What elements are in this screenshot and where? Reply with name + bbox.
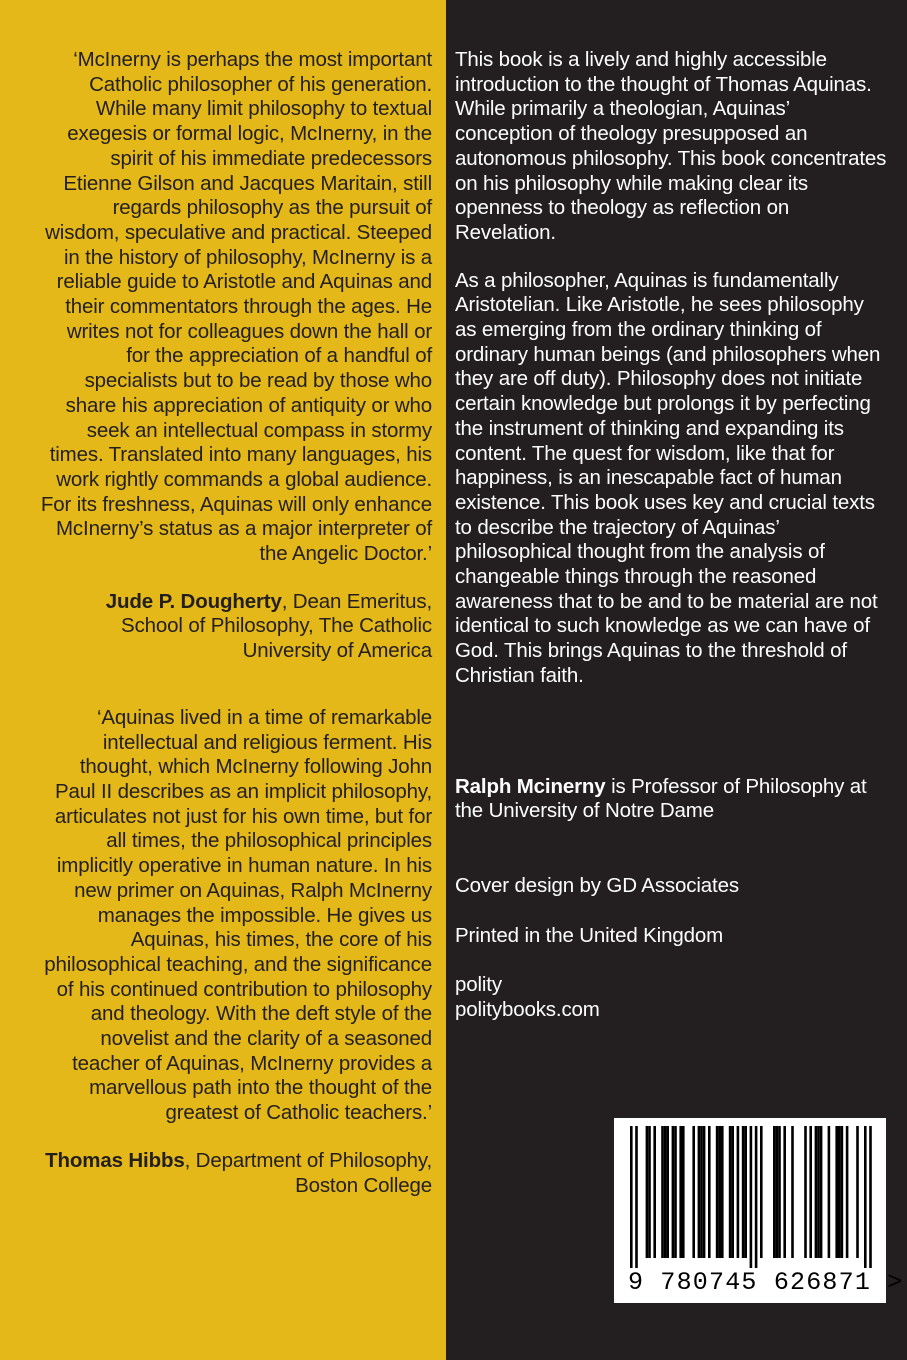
description-column [455, 48, 887, 1023]
isbn-digits: 9 780745 626871 > [628, 1268, 904, 1297]
description-paragraph-2: As a philosopher, Aquinas is fundamentally Aristotelian. Like Aristotle, he sees philosophy as emerging from the ordinary thinking of ordinary human beings (and philosophers when they are off duty). Philosophy does not initiate certain knowledge but prolongs it by perfecting the instrument of thinking and expanding its content. The quest for wisdom, like that for happiness, is an inescapable fact of human existence. This book uses key and crucial texts to describe the trajectory of Aquinas’ philosophical thought from the analysis of changeable things through the reasoned awareness that to be and to be material are not identical to such knowledge as we can have of God. This brings Aquinas to the threshold of Christian faith. [455, 268, 881, 687]
barcode-bar [804, 1126, 807, 1258]
barcode-bar [755, 1126, 758, 1268]
barcode-bar [760, 1126, 763, 1258]
barcode-bar [653, 1126, 656, 1258]
description-paragraph-1: This book is a lively and highly accessible introduction to the thought of Thomas Aquinas. While primarily a theologian, Aquinas’ conception of theology presupposed an autonomous philosophy. This book concentrates on his philosophy while making clear its openness to theology as reflection on Revelation. [455, 48, 887, 244]
barcode-bar [692, 1126, 695, 1258]
barcode-bar [809, 1126, 812, 1258]
barcode-bar [838, 1126, 841, 1258]
endorser-name-2: Thomas Hibbs [45, 1148, 185, 1172]
barcode-bar [721, 1126, 724, 1258]
barcode-bar [648, 1126, 651, 1258]
barcode-bar [731, 1126, 734, 1258]
barcode-bar [817, 1126, 820, 1258]
barcode-bar [664, 1126, 667, 1258]
endorser-title-2: , Department of Philosophy, Boston College [184, 1148, 432, 1197]
barcode-bar [828, 1126, 831, 1258]
printed-in: Printed in the United Kingdom [455, 923, 724, 947]
endorsement-attribution-1 [40, 590, 432, 664]
barcode-bar [856, 1126, 859, 1258]
barcode-bar [661, 1126, 664, 1258]
barcode-bar [703, 1126, 706, 1258]
barcode-bar [635, 1126, 638, 1268]
barcode-bar [729, 1126, 732, 1258]
barcode-bar [773, 1126, 776, 1258]
author-bio [455, 775, 887, 824]
barcode-bar [630, 1126, 633, 1268]
barcode-bar [698, 1126, 701, 1258]
endorsement-quote-1: ‘McInerny is perhaps the most important Catholic philosopher of his generation. While many limit philosophy to textual exegesis or formal logic, McInerny, in the spirit of his immediate predecessors Etienne Gilson and Jacques Maritain, still regards philosophy as the pursuit of wisdom, speculative and practical. Steeped in the history of philosophy, McInerny is a reliable guide to Aristotle and Aquinas and their commentators through the ages. He writes not for colleagues down the hall or for the appreciation of a handful of specialists but to be read by those who share his appreciation of antiquity or who seek an intellectual compass in stormy times. Translated into many languages, his work rightly commands a global audience. For its freshness, Aquinas will only enhance McInerny’s status as a major interpreter of the Angelic Doctor.’ [40, 48, 432, 566]
author-bio-text: is Professor of Philosophy at the University of Notre Dame [455, 774, 867, 823]
barcode [614, 1118, 904, 1303]
endorser-title-1: , Dean Emeritus, School of Philosophy, The Catholic University of America [121, 589, 432, 663]
barcode-bar [679, 1126, 682, 1258]
barcode-bar [674, 1126, 677, 1258]
barcode-bar [744, 1126, 747, 1258]
barcode-bar [750, 1126, 753, 1268]
barcode-bar [815, 1126, 818, 1258]
barcode-bar [708, 1126, 711, 1258]
publisher-website: politybooks.com [455, 998, 600, 1022]
barcode-bar [716, 1126, 719, 1258]
barcode-bar [820, 1126, 823, 1258]
barcode-bar [700, 1126, 703, 1258]
barcode-bar [672, 1126, 675, 1258]
endorsement-attribution-2 [40, 1149, 432, 1198]
cover-design-credit: Cover design by GD Associates [455, 873, 739, 897]
barcode-bar [682, 1126, 685, 1258]
barcode-bar [869, 1126, 872, 1268]
barcode-bar [742, 1126, 745, 1258]
barcode-bar [776, 1126, 779, 1258]
barcode-bar [737, 1126, 740, 1258]
author-name: Ralph Mcinerny [455, 774, 606, 798]
publisher-name: polity [455, 973, 502, 997]
barcode-bar [791, 1126, 794, 1258]
barcode-bar [646, 1126, 649, 1258]
barcode-bar [864, 1126, 867, 1268]
endorsements-column [40, 48, 432, 1198]
barcode-bar [846, 1126, 849, 1258]
endorser-name-1: Jude P. Dougherty [105, 589, 282, 613]
barcode-bar [666, 1126, 669, 1258]
barcode-bar [841, 1126, 844, 1258]
barcode-bars [624, 1126, 876, 1268]
barcode-bar [835, 1126, 838, 1258]
barcode-bar [783, 1126, 786, 1258]
endorsement-quote-2: ‘Aquinas lived in a time of remarkable intellectual and religious ferment. His thought, which McInerny following John Paul II describes as an implicit philosophy, articulates not just for his own time, but for all times, the philosophical principles implicitly operative in human nature. In his new primer on Aquinas, Ralph McInerny manages the impossible. He gives us Aquinas, his times, the core of his philosophical teaching, and the significance of his continued contribution to philosophy and theology. With the deft style of the novelist and the clarity of a seasoned teacher of Aquinas, McInerny provides a marvellous path into the thought of the greatest of Catholic teachers.’ [44, 705, 432, 1125]
barcode-bar [718, 1126, 721, 1258]
barcode-bar [778, 1126, 781, 1258]
